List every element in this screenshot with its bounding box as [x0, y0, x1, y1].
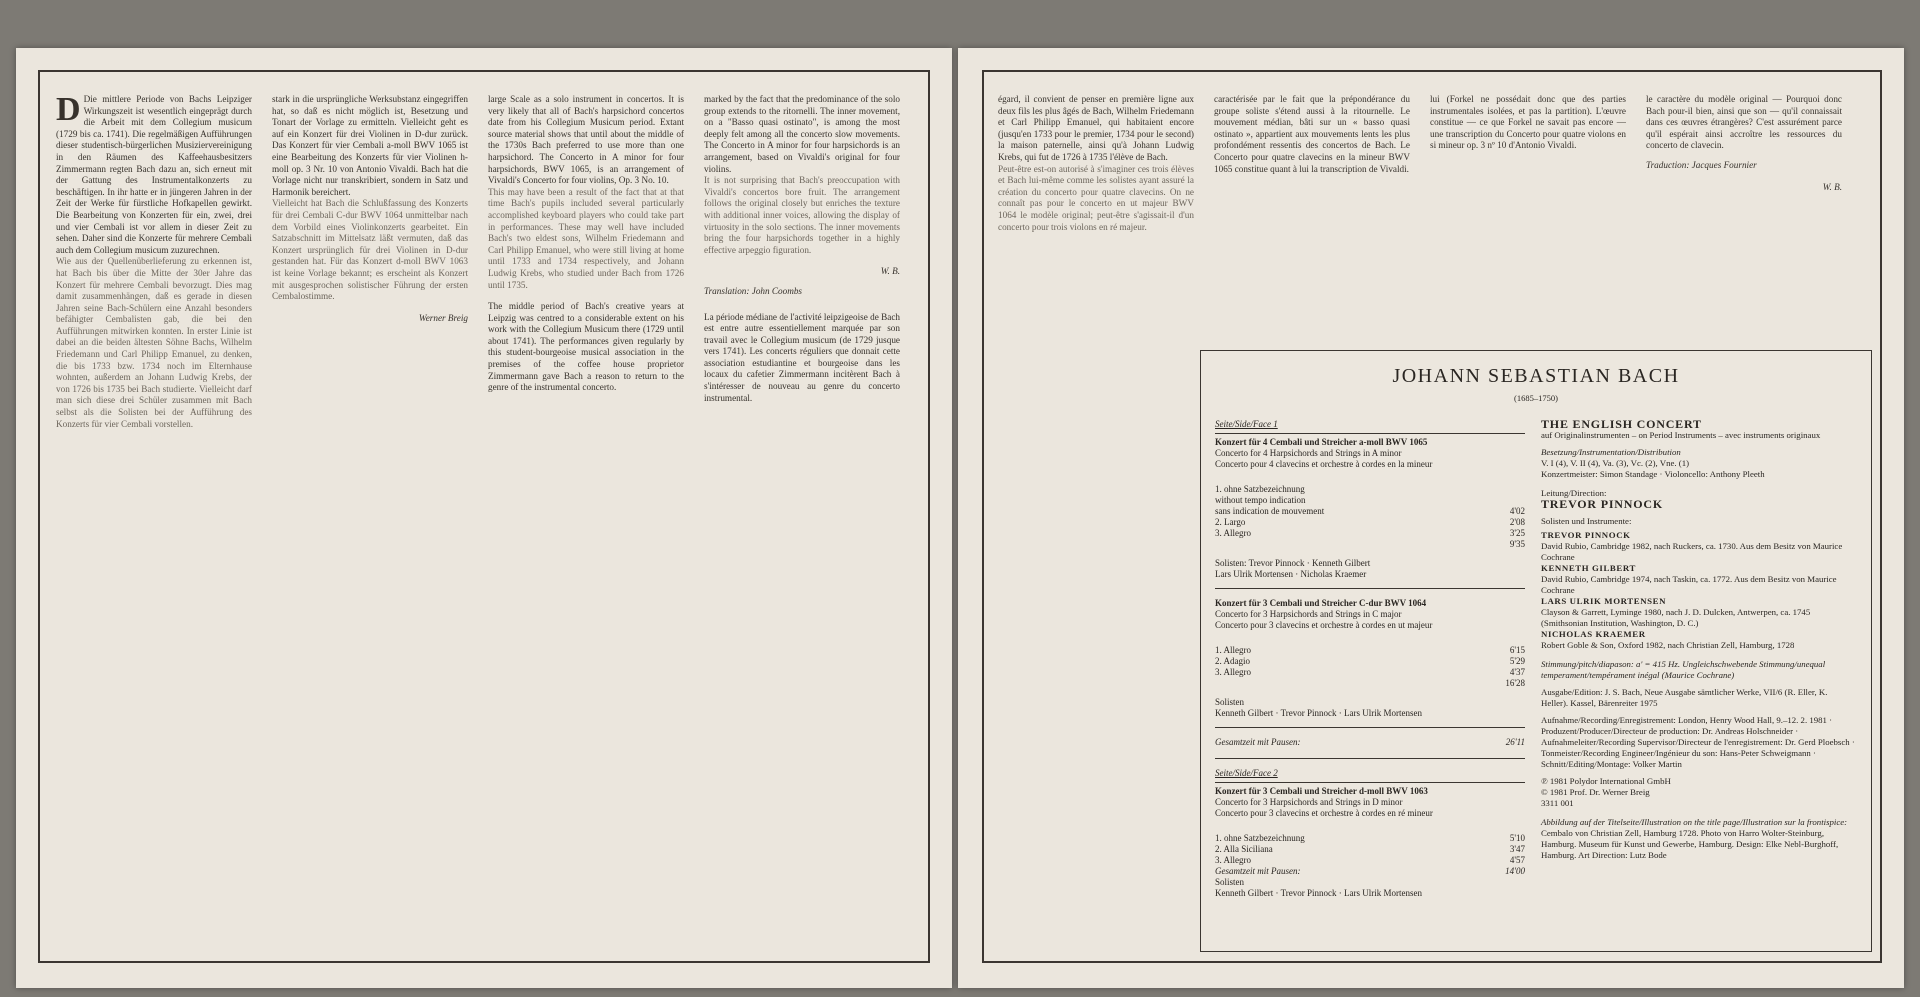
conductor-name: TREVOR PINNOCK: [1541, 497, 1663, 511]
english-essay-column-2: [704, 94, 900, 964]
english-intro-text: The middle period of Bach's creative years at Leipzig was centred to a considerable extent on his work with the Collegium Musicum there (1729 until about 1741). The performances given regularly by this student-bourgeoise musical association in the premises of the coffee house proprietor Zimmermann gave Bach a reason to return to the genre of the instrumental concerto.: [488, 301, 684, 393]
cover-illustration-label: Abbildung auf der Titelseite/Illustration on the title page/Illustration sur la frontispice:: [1541, 817, 1848, 827]
instrumentation: V. I (4), V. II (4), Va. (3), Vc. (2), Vne. (1): [1541, 458, 1690, 468]
work-1-movement: without tempo indication: [1215, 495, 1306, 505]
french-essay-text-b: caractérisée par le fait que la prépondérance du groupe soliste s'étend aussi à la ritournelle. Le mouvement médian, bâti sur un « basso quasi ostinato », appartient aux mouvements lents les plus profondément ressentis des concertos de Bach. Le Concerto pour quatre clavecins en la mineur BWV 1065 constitue quant à lui la transcription de Vivaldi.: [1214, 94, 1410, 174]
work-1-movement: 1. ohne Satzbezeichnung: [1215, 484, 1305, 494]
player-name: KENNETH GILBERT: [1541, 563, 1636, 573]
work-2-french: Concerto pour 3 clavecins et orchestre à cordes en ut majeur: [1215, 620, 1433, 630]
direction-label: Leitung/Direction:: [1541, 488, 1607, 498]
german-essay-signature: Werner Breig: [418, 312, 468, 323]
side-2-total-time: Gesamtzeit mit Pausen: 14'00: [1215, 866, 1525, 876]
english-essay-column-1: [488, 94, 684, 964]
work-2-total: 16'28: [1505, 678, 1525, 688]
english-essay-text-b: marked by the fact that the predominance of the solo group extends to the ritornelli. The inner movement, on a "Basso quasi ostinato", is among the most deeply felt among all the concerto slow movements. The Concerto in A minor for four harpsichords is an arrangement, based on Vivaldi's original for four violins.: [704, 94, 900, 174]
player-name: TREVOR PINNOCK: [1541, 530, 1631, 540]
german-essay-text-a: Die mittlere Periode von Bachs Leipziger Wirkungszeit ist wesentlich eingeprägt durch die Arbeit mit dem Collegium musicum (1729 bis ca. 1741). Die regelmäßigen Aufführungen dieser studentisch-bürgerlichen Musiziervereinigung in den Räumen des Kaffeehausbesitzers Zimmermann regten Bach dazu an, sich erneut mit der Gattung des Instrumentalkonzerts zu beschäftigen. In ihr hatte er in jüngeren Jahren in der Zeit der Werke für fürstliche Hofkapellen gewirkt. Die Bearbeitung von Konzerten für ein, zwei, drei und vier Cembali ist vor allem in dieser Zeit zu sehen. Daher sind die Konzerte für mehrere Cembali auch dem Collegium musicum zuzurechnen.: [56, 94, 252, 255]
work-2-soloists-label: Solisten: [1215, 697, 1245, 707]
french-essay-text-d: le caractère du modèle original — Pourquoi donc Bach pour-il bien, ainsi que son — qu'il connaissait dans ces œuvres étrangères? C'est assurément parce qu'il espérait ainsi accroître les ressources du concerto de clavecin.: [1646, 94, 1842, 151]
work-1-french: Concerto pour 4 clavecins et orchestre à cordes en la mineur: [1215, 459, 1433, 469]
work-3-soloists: Kenneth Gilbert · Trevor Pinnock · Lars Ulrik Mortensen: [1215, 888, 1422, 898]
german-essay-column-2: [272, 94, 468, 964]
french-essay-text-c: lui (Forkel ne possédait donc que des parties instrumentales isolées, et pas la partition). L'œuvre constitue — ce que Forkel ne savait pas encore — une transcription du Concerto pour quatre violons en si mineur op. 3 nº 10 d'Antonio Vivaldi.: [1430, 94, 1626, 151]
player-name: NICHOLAS KRAEMER: [1541, 629, 1646, 639]
english-essay-initials: W. B.: [880, 266, 900, 277]
french-essay-initials: W. B.: [1822, 181, 1842, 192]
work-1-total: 9'35: [1509, 539, 1525, 549]
side-1-total-time: Gesamtzeit mit Pausen: 26'11: [1215, 737, 1525, 747]
player-instrument: Robert Goble & Son, Oxford 1982, nach Christian Zell, Hamburg, 1728: [1541, 640, 1795, 650]
text-copyright: © 1981 Prof. Dr. Werner Breig: [1541, 787, 1650, 797]
work-2-movement: 3. Allegro 4'37: [1215, 667, 1525, 677]
work-1-soloists-b: Lars Ulrik Mortensen · Nicholas Kraemer: [1215, 569, 1367, 579]
french-essay-column-3: [1430, 94, 1626, 334]
side-1-label: Seite/Side/Face 1: [1215, 419, 1278, 429]
work-3-soloists-label: Solisten: [1215, 877, 1245, 887]
work-1-english: Concerto for 4 Harpsichords and Strings in A minor: [1215, 448, 1402, 458]
work-1-movement: 2. Largo 2'08: [1215, 517, 1525, 527]
phonogram-copyright: ℗ 1981 Polydor International GmbH: [1541, 776, 1671, 786]
left-page: [16, 48, 952, 988]
work-3-movement: 1. ohne Satzbezeichnung 5'10: [1215, 833, 1525, 843]
right-page: [958, 48, 1904, 988]
work-3-movement: 3. Allegro 4'57: [1215, 855, 1525, 865]
tuning-info: Stimmung/pitch/diapason: a' = 415 Hz. Ungleichschwebende Stimmung/unequal temperament/tempérament inégal (Maurice Cochrane): [1541, 659, 1826, 680]
work-3-french: Concerto pour 3 clavecins et orchestre à cordes en ré mineur: [1215, 808, 1433, 818]
work-3-english: Concerto for 3 Harpsichords and Strings in D minor: [1215, 797, 1403, 807]
german-essay-text-b: stark in die ursprüngliche Werksubstanz eingegriffen hat, so daß es nicht möglich ist, Besetzung und Tonart der Vorlage zu ermitteln. Vielleicht geht es auf ein Konzert für drei Violinen in D-dur zurück. Das Konzert für vier Cembali a-moll BWV 1065 ist eine Bearbeitung des Konzerts für vier Violinen h-moll op. 3 Nr. 10 von Antonio Vivaldi. Bach hat die Vorlage nicht nur transkribiert, sondern in Satz und Harmonik bereichert.: [272, 94, 468, 197]
concertmaster: Konzertmeister: Simon Standage · Violoncello: Anthony Pleeth: [1541, 469, 1765, 479]
french-essay-column-1: [998, 94, 1194, 964]
catalog-number: 3311 001: [1541, 798, 1574, 808]
work-1-soloists-a: Solisten: Trevor Pinnock · Kenneth Gilbert: [1215, 558, 1371, 568]
player-instrument: David Rubio, Cambridge 1974, nach Taskin, ca. 1772. Aus dem Besitz von Maurice Cochrane: [1541, 574, 1837, 595]
french-translator-credit: Traduction: Jacques Fournier: [1646, 159, 1757, 170]
side-2-label: Seite/Side/Face 2: [1215, 768, 1278, 778]
soloists-instruments-label: Solisten und Instrumente:: [1541, 516, 1632, 526]
french-essay-continuation: Peut-être est-on autorisé à s'imaginer ces trois élèves et Bach lui-même comme les solistes ayant assuré la création du concerto pour quatre clavecins. On ne connaît pas pour le concerto en ut majeur BWV 1064 le modèle original; peut-être s'agissait-il d'un concerto pour trois violons en ré majeur.: [998, 163, 1194, 232]
work-3-title: Konzert für 3 Cembali und Streicher d-moll BWV 1063: [1215, 786, 1428, 796]
french-essay-column-4: [1646, 94, 1842, 334]
work-2-movement: 2. Adagio 5'29: [1215, 656, 1525, 666]
composer-name: JOHANN SEBASTIAN BACH: [1392, 365, 1680, 387]
work-2-title: Konzert für 3 Cembali und Streicher C-dur BWV 1064: [1215, 598, 1427, 608]
side-1-tracklist: [1215, 419, 1525, 899]
ensemble-description: auf Originalinstrumenten – on Period Instruments – avec instruments originaux: [1541, 430, 1821, 440]
work-1-movement: 3. Allegro 3'25: [1215, 528, 1525, 538]
english-essay-text-a: large Scale as a solo instrument in concertos. It is very likely that all of Bach's harpsichord concertos date from his Collegium Musicum period. Extant source material shows that until about the middle of the 1730s Bach preferred to use more than one harpsichord. The Concerto in A minor for four harpsichords, BWV 1065, is an arrangement of Vivaldi's Concerto for four violins, Op. 3 No. 10.: [488, 94, 684, 186]
player-instrument: Clayson & Garrett, Lyminge 1980, nach J. D. Dulcken, Antwerpen, ca. 1745 (Smithsonian Institution, Washington, D. C.): [1541, 607, 1811, 628]
composer-years: (1685–1750): [1514, 393, 1558, 403]
german-essay-continuation-2: Vielleicht hat Bach die Schlußfassung des Konzerts für drei Cembali C-dur BWV 1064 unmittelbar nach dem Vorbild eines Violinkonzerts gearbeitet. Ein Satzabschnitt im Mittelsatz läßt vermuten, daß das Konzert ursprünglich für drei Violinen in D-dur gestanden hat. Für das Konzert d-moll BWV 1063 ist keine Vorlage bekannt; es erscheint als Konzert mit ausgesprochen solistischer Führung der ersten Cembalostimme.: [272, 198, 468, 302]
work-2-movement: 1. Allegro 6'15: [1215, 645, 1525, 655]
work-1-movement: sans indication de mouvement 4'02: [1215, 506, 1525, 516]
credits-box: [1200, 350, 1872, 952]
work-2-english: Concerto for 3 Harpsichords and Strings in C major: [1215, 609, 1402, 619]
german-essay-continuation: Wie aus der Quellenüberlieferung zu erkennen ist, hat Bach bis über die Mitte der 30er Jahre das Konzert für mehrere Cembali bevorzugt. Dies mag damit zusammenhängen, daß es gerade in diesen Jahren seine Bach-Schülern eine Anzahl besonders befähigter Cembalisten gab, die bei den Aufführungen mitwirken konnten. In erster Linie ist dabei an die beiden ältesten Söhne Bachs, Wilhelm Friedemann und Carl Philipp Emanuel, zu denken, die bis 1733 bzw. 1734 noch im Elternhause wohnten, außerdem an Johann Ludwig Krebs, der von 1726 bis 1735 bei Bach studierte. Vielleicht darf man sich diese drei Schüler zusammen mit Bach selbst als die Solisten bei der Aufführung des Konzerts für vier Cembali vorstellen.: [56, 256, 252, 429]
edition-info: Ausgabe/Edition: J. S. Bach, Neue Ausgabe sämtlicher Werke, VII/6 (R. Eller, K. Heller). Kassel, Bärenreiter 1975: [1541, 687, 1828, 708]
work-3-movement: 2. Alla Siciliana 3'47: [1215, 844, 1525, 854]
recording-info: Aufnahme/Recording/Enregistrement: London, Henry Wood Hall, 9.–12. 2. 1981 · Produzent/Producer/Directeur de production: Dr. Andreas Holschneider · Aufnahmeleiter/Recording Supervisor/Directeur de l'enregistrement: Dr. Gerd Ploebsch · Tonmeister/Recording Engineer/Ingénieur du son: Hans-Peter Schweigmann · Schnitt/Editing/Montage: Volker Martin: [1541, 715, 1855, 769]
english-essay-continuation: This may have been a result of the fact that at that time Bach's pupils included several particularly accomplished keyboard players who could take part in performances. These may well have included Bach's two eldest sons, Wilhelm Friedemann and Carl Philipp Emanuel, who were still living at home until 1733 and 1734 respectively, and Johann Ludwig Krebs, who studied under Bach from 1726 until 1735.: [488, 186, 684, 290]
work-2-soloists: Kenneth Gilbert · Trevor Pinnock · Lars Ulrik Mortensen: [1215, 708, 1422, 718]
cover-illustration-credits: Cembalo von Christian Zell, Hamburg 1728. Photo von Harro Wolter-Steinburg, Hamburg. Museum für Kunst und Gewerbe, Hamburg. Design: Elke Nebl-Burghoff, Hamburg. Art Direction: Lutz Bode: [1541, 828, 1839, 860]
work-1-title: Konzert für 4 Cembali und Streicher a-moll BWV 1065: [1215, 437, 1428, 447]
player-instrument: David Rubio, Cambridge 1982, nach Ruckers, ca. 1730. Aus dem Besitz von Maurice Cochrane: [1541, 541, 1843, 562]
drop-cap-d: D: [56, 94, 81, 128]
instrumentation-label: Besetzung/Instrumentation/Distribution: [1541, 447, 1681, 457]
english-translator-credit: Translation: John Coombs: [704, 285, 803, 296]
player-name: LARS ULRIK MORTENSEN: [1541, 596, 1667, 606]
french-intro-text: La période médiane de l'activité leipzigeoise de Bach est entre autre essentiellement marquée par son travail avec le Collegium musicum (de 1729 jusque vers 1741). Les concerts réguliers que donnait cette association estudiantine et bourgeoise dans les locaux du cafetier Zimmermann incitèrent Bach à s'intéresser de nouveau au genre du concerto instrumental.: [704, 311, 900, 403]
german-essay-column-1: [56, 94, 252, 964]
english-essay-continuation-2: It is not surprising that Bach's preoccupation with Vivaldi's concertos bore fruit. The arrangement follows the original closely but enriches the texture with additional inner voices, allowing the display of virtuosity in the solo sections. The inner movements bring the four harpsichords together in a highly effective arpeggio figuration.: [704, 175, 900, 255]
performers-credits: [1541, 419, 1856, 861]
french-essay-text-a: égard, il convient de penser en première ligne aux deux fils les plus âgés de Bach, Wilhelm Friedemann et Carl Philipp Emanuel, qui habitaient encore (jusqu'en 1733 pour le premier, 1734 pour le second) la maison paternelle, ainsi qu'à Johann Ludwig Krebs, qui fut de 1726 à 1735 l'élève de Bach.: [998, 94, 1194, 162]
ensemble-name: THE ENGLISH CONCERT: [1541, 417, 1702, 431]
